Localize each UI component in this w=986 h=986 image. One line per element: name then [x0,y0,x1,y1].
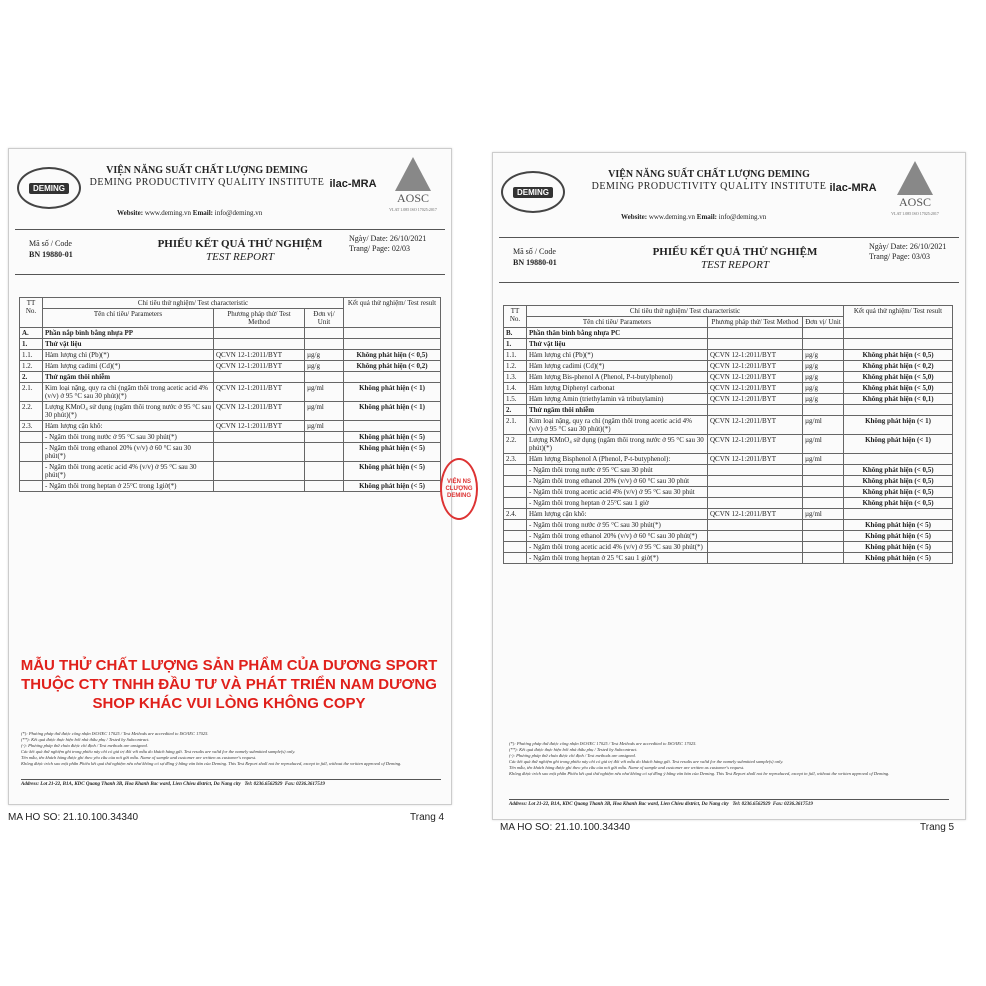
row-method [214,372,305,383]
row-unit: µg/ml [305,383,344,402]
note-line: Tên mẫu, tên khách hàng được ghi theo yêu cầu của nơi gửi mẫu. Name of sample and customer are written as customer's request. [509,765,745,770]
row-parameter: Lượng KMnO₄ sử dụng (ngâm thôi trong nước ở 95 °C sau 30 phút)(*) [527,435,708,454]
row-result: Không phát hiện (< 1) [844,435,953,454]
row-result [344,328,441,339]
row-result: Không phát hiện (< 5) [344,481,441,492]
row-no: 2.2. [504,435,527,454]
row-unit: µg/ml [803,435,844,454]
row-parameter: - Ngâm thôi trong heptan ở 25 °C sau 1 giờ(*) [527,553,708,564]
table-row [504,361,953,372]
row-unit [803,542,844,553]
watermark-text: MẪU THỬ CHẤT LƯỢNG SẢN PHẨM CỦA DƯƠNG SPORT THUỘC CTY TNHH ĐẦU TƯ VÀ PHÁT TRIỂN NAM DƯƠNG SHOP KHÁC VUI LÒNG KHÔNG COPY [20,657,438,712]
row-method: QCVN 12-1:2011/BYT [708,350,803,361]
row-result: Không phát hiện (< 5) [844,520,953,531]
row-result: Không phát hiện (< 5) [844,531,953,542]
report-code: Mã số / Code BN 19880-01 [513,247,557,267]
row-result: Không phát hiện (< 5) [344,443,441,462]
row-no: B. [504,328,527,339]
table-row [504,487,953,498]
table-row [504,509,953,520]
row-result [344,421,441,432]
row-method [708,328,803,339]
row-no: A. [20,328,43,339]
row-unit [305,339,344,350]
row-unit [803,553,844,564]
note-line: (*): Phương pháp thử được công nhận ISO/IEC 17025 / Test Methods are accredited to ISO/IEC 17025. [509,741,697,746]
row-unit [803,405,844,416]
row-method: QCVN 12-1:2011/BYT [708,509,803,520]
row-method: QCVN 12-1:2011/BYT [214,421,305,432]
row-no: 2.1. [20,383,43,402]
row-no: 2.2. [20,402,43,421]
report-title: PHIẾU KẾT QUẢ THỬ NGHIỆM TEST REPORT [157,238,323,263]
table-row [20,421,441,432]
note-line: (**): Kết quả được thực hiện bởi nhà thầu phụ / Tested by Subcontract. [21,737,150,742]
note-line: Tên mẫu, tên khách hàng được ghi theo yêu cầu của nơi gửi mẫu. Name of sample and customer are written as customer's request. [21,755,257,760]
row-method [708,487,803,498]
row-no: 2.4. [504,509,527,520]
row-result: Không phát hiện (< 0,1) [844,394,953,405]
row-result [844,509,953,520]
row-result: Không phát hiện (< 0,5) [844,350,953,361]
row-no [504,487,527,498]
row-parameter: Hàm lượng Bis-phenol A (Phenol, P-t-butylphenol) [527,372,708,383]
note-line: Không được trích sao một phần Phiếu kết quả thử nghiệm nếu như không có sự đồng ý bằng văn bản của Deming. This Test Report shall not be reproduced, except in full, without the written approval of Deming. [509,771,890,776]
row-unit: µg/g [305,350,344,361]
row-no: 1.1. [504,350,527,361]
table-row [504,394,953,405]
row-method [708,465,803,476]
row-unit: µg/ml [305,402,344,421]
row-no: 2.3. [504,454,527,465]
row-no [20,462,43,481]
aosc-logo: AOSC VLAT 1.085 ISO 17025:2017 [887,161,943,221]
table-row [504,476,953,487]
table-row [504,465,953,476]
row-result: Không phát hiện (< 0,5) [844,465,953,476]
row-result: Không phát hiện (< 5,0) [844,383,953,394]
row-unit: µg/g [803,383,844,394]
row-method [708,339,803,350]
footer-page-5: Trang 5 [920,822,955,833]
footer-page-4: Trang 4 [410,812,445,823]
row-method: QCVN 12-1:2011/BYT [214,361,305,372]
row-parameter: - Ngâm thôi trong ethanol 20% (v/v) ở 60 °C sau 30 phút(*) [527,531,708,542]
row-unit [305,443,344,462]
report-meta [499,237,959,283]
row-method [708,542,803,553]
row-result: Không phát hiện (< 1) [844,416,953,435]
deming-logo: DEMING [501,171,565,213]
footer-code-5: MA HO SO: 21.10.100.34340 [500,822,631,833]
row-unit [803,531,844,542]
report-notes [21,731,441,767]
row-parameter: Hàm lượng chì (Pb)(*) [43,350,214,361]
table-row [504,542,953,553]
row-method [708,498,803,509]
row-no [504,465,527,476]
table-row [504,416,953,435]
row-result: Không phát hiện (< 0,5) [844,498,953,509]
row-no [504,542,527,553]
row-method: QCVN 12-1:2011/BYT [708,435,803,454]
row-method: QCVN 12-1:2011/BYT [708,383,803,394]
report-date: Ngày/ Date: 26/10/2021 Trang/ Page: 03/03 [869,242,947,261]
table-row [20,361,441,372]
row-no [20,481,43,492]
table-row [20,372,441,383]
note-line: Không được trích sao một phần Phiếu kết quả thử nghiệm nếu như không có sự đồng ý bằng văn bản của Deming. This Test Report shall not be reproduced, except in full, without the written approval of Deming. [21,761,402,766]
row-parameter: Hàm lượng cadimi (Cd)(*) [43,361,214,372]
row-parameter: - Ngâm thôi trong nước ở 95 °C sau 30 phút [527,465,708,476]
row-parameter: - Ngâm thôi trong ethanol 20% (v/v) ở 60 °C sau 30 phút(*) [43,443,214,462]
row-parameter: Hàm lượng Amin (triethylamin và tributylamin) [527,394,708,405]
row-result [344,372,441,383]
row-method: QCVN 12-1:2011/BYT [214,383,305,402]
website-line: Website: www.deming.vn Email: info@deming.vn [621,213,767,221]
row-no: 2. [20,372,43,383]
row-parameter: - Ngâm thôi trong heptan ở 25°C trong 1giờ(*) [43,481,214,492]
note-line: Các kết quả thử nghiệm ghi trong phiếu này chỉ có giá trị đối với mẫu do khách hàng gửi. Test results are valid for the namely submitted sample(s) only. [21,749,296,754]
row-no [20,443,43,462]
table-row [20,328,441,339]
note-line: (*): Phương pháp thử được công nhận ISO/IEC 17025 / Test Methods are accredited to ISO/IEC 17025. [21,731,209,736]
row-unit: µg/ml [305,421,344,432]
row-parameter: - Ngâm thôi trong ethanol 20% (v/v) ở 60 °C sau 30 phút [527,476,708,487]
row-method: QCVN 12-1:2011/BYT [708,372,803,383]
row-no: 2.1. [504,416,527,435]
row-unit: µg/ml [803,509,844,520]
row-no: 2. [504,405,527,416]
row-unit [305,372,344,383]
row-parameter: - Ngâm thôi trong acetic acid 4% (v/v) ở 95 °C sau 30 phút(*) [43,462,214,481]
institute-stamp: VIỆN NS CLƯỢNG DEMING [440,458,478,520]
note-line: (**): Kết quả được thực hiện bởi nhà thầu phụ / Tested by Subcontract. [509,747,638,752]
row-parameter: - Ngâm thôi trong nước ở 95 °C sau 30 phút(*) [527,520,708,531]
report-page-5 [492,152,966,820]
row-unit [305,481,344,492]
row-unit: µg/ml [803,454,844,465]
note-line: (-): Phương pháp thử chưa được chỉ định / Test methods are unsigned. [509,753,636,758]
row-no: 1. [504,339,527,350]
row-method: QCVN 12-1:2011/BYT [214,350,305,361]
table-row [504,435,953,454]
row-result [844,405,953,416]
table-row [20,432,441,443]
report-notes [509,741,949,777]
row-method [214,328,305,339]
row-no [504,553,527,564]
row-method [214,432,305,443]
row-no: 1.4. [504,383,527,394]
table-row [504,531,953,542]
row-parameter: Lượng KMnO₄ sử dụng (ngâm thôi trong nước ở 95 °C sau 30 phút)(*) [43,402,214,421]
table-row [504,339,953,350]
report-code: Mã số / Code BN 19880-01 [29,239,73,259]
row-unit [803,476,844,487]
report-header [9,149,451,229]
row-unit: µg/g [803,361,844,372]
row-unit [803,465,844,476]
report-title: PHIẾU KẾT QUẢ THỬ NGHIỆM TEST REPORT [652,246,818,271]
row-no [20,432,43,443]
row-no: 1.1. [20,350,43,361]
row-unit: µg/g [803,394,844,405]
row-method [214,462,305,481]
row-result: Không phát hiện (< 5) [844,542,953,553]
row-parameter: Thử ngâm thôi nhiễm [43,372,214,383]
row-no: 1. [20,339,43,350]
table-row [20,339,441,350]
ilac-mra-logo: ilac-MRA [329,178,377,190]
row-result: Không phát hiện (< 0,5) [844,476,953,487]
row-parameter: Hàm lượng Diphenyl carbonat [527,383,708,394]
institute-name: VIỆN NĂNG SUẤT CHẤT LƯỢNG DEMING DEMING PRODUCTIVITY QUALITY INSTITUTE [89,165,325,188]
row-no: 1.2. [20,361,43,372]
row-parameter: Hàm lượng cadimi (Cd)(*) [527,361,708,372]
table-row [504,405,953,416]
table-row [20,350,441,361]
row-parameter: - Ngâm thôi trong acetic acid 4% (v/v) ở 95 °C sau 30 phút [527,487,708,498]
table-row [504,454,953,465]
row-no: 2.3. [20,421,43,432]
table-row [504,372,953,383]
row-parameter: Thử ngâm thôi nhiễm [527,405,708,416]
row-result: Không phát hiện (< 1) [344,402,441,421]
row-method: QCVN 12-1:2011/BYT [708,394,803,405]
row-result [844,454,953,465]
row-result [844,339,953,350]
table-row [20,383,441,402]
row-result: Không phát hiện (< 0,5) [844,487,953,498]
results-table: TT No. Chỉ tiêu thử nghiệm/ Test characteristic Kết quả thử nghiệm/ Test result Tên chỉ tiêu/ Parameters Phương pháp thử/ Test Method Đơn vị/ Unit B. Phần thân bình bằng nhựa PC 1. Thử vật liệu 1.1. Hàm lượng chì (Pb)(*) QCVN 12-1:2011/BYT µg/g Không phát hiện (< 0,5) 1.2. Hàm lượng cadimi (Cd)(*) QCVN 12-1:2011/BYT µg/g Không phát hiện (< 0,2) 1.3. Hàm lượng Bis-phenol A (Phenol, P-t-butylphenol) QCVN 12-1:2011/BYT µg/g Không phát hiện (< 5,0) 1.4. Hàm lượng Diphenyl carbonat QCVN 12-1:2011/BYT µg/g Không phát hiện (< 5,0) 1.5. Hàm lượng Amin (triethylamin và tributylamin) QCVN 12-1:2011/BYT µg/g Không phát hiện (< 0,1) 2. Thử ngâm thôi nhiễm 2.1. Kim loại nặng, quy ra chì (ngâm thôi trong acetic acid 4% (v/v) ở 95 °C sau 30 phút)(*) QCVN 12-1:2011/BYT µg/ml Không phát hiện (< 1) 2.2. Lượng KMnO₄ sử dụng (ngâm thôi trong nước ở 95 °C sau 30 phút)(*) QCVN 12-1:2011/BYT µg/ml Không phát hiện (< 1) 2.3. Hàm lượng Bisphenol A (Phenol, P-t-butyphenol): QCVN 12-1:2011/BYT µg/ml - Ngâm thôi trong nước ở 95 °C sau 30 phút Không phát hiện (< 0,5) - Ngâm thôi trong ethanol 20% (v/v) ở 60 °C sau 30 phút Không phát hiện (< 0,5) - Ngâm thôi trong acetic acid 4% (v/v) ở 95 °C sau 30 phút Không phát hiện (< 0,5) - Ngâm thôi trong heptan ở 25°C sau 1 giờ Không phát hiện (< 0,5) 2.4. Hàm lượng cặn khô: QCVN 12-1:2011/BYT µg/ml - Ngâm thôi trong nước ở 95 °C sau 30 phút(*) Không phát hiện (< 5) - Ngâm thôi trong ethanol 20% (v/v) ở 60 °C sau 30 phút(*) Không phát hiện (< 5) - Ngâm thôi trong acetic acid 4% (v/v) ở 95 °C sau 30 phút(*) Không phát hiện (< 5) - Ngâm thôi trong heptan ở 25 °C sau 1 giờ(*) Không phát hiện (< 5) [503,305,953,564]
row-unit [803,487,844,498]
row-no [504,531,527,542]
row-result [344,339,441,350]
table-row [20,481,441,492]
results-table: TT No. Chỉ tiêu thử nghiệm/ Test characteristic Kết quả thử nghiệm/ Test result Tên chỉ tiêu/ Parameters Phương pháp thử/ Test Method Đơn vị/ Unit A. Phần nắp bình bằng nhựa PP 1. Thử vật liệu 1.1. Hàm lượng chì (Pb)(*) QCVN 12-1:2011/BYT µg/g Không phát hiện (< 0,5) 1.2. Hàm lượng cadimi (Cd)(*) QCVN 12-1:2011/BYT µg/g Không phát hiện (< 0,2) 2. Thử ngâm thôi nhiễm 2.1. Kim loại nặng, quy ra chì (ngâm thôi trong acetic acid 4% (v/v) ở 95 °C sau 30 phút)(*) QCVN 12-1:2011/BYT µg/ml Không phát hiện (< 1) 2.2. Lượng KMnO₄ sử dụng (ngâm thôi trong nước ở 95 °C sau 30 phút)(*) QCVN 12-1:2011/BYT µg/ml Không phát hiện (< 1) 2.3. Hàm lượng cặn khô: QCVN 12-1:2011/BYT µg/ml - Ngâm thôi trong nước ở 95 °C sau 30 phút(*) Không phát hiện (< 5) - Ngâm thôi trong ethanol 20% (v/v) ở 60 °C sau 30 phút(*) Không phát hiện (< 5) - Ngâm thôi trong acetic acid 4% (v/v) ở 95 °C sau 30 phút(*) Không phát hiện (< 5) - Ngâm thôi trong heptan ở 25°C trong 1giờ(*) Không phát hiện (< 5) [19,297,441,492]
ilac-mra-logo: ilac-MRA [829,182,877,194]
row-result [844,328,953,339]
row-result: Không phát hiện (< 0,2) [344,361,441,372]
row-method [214,339,305,350]
note-line: Các kết quả thử nghiệm ghi trong phiếu này chỉ có giá trị đối với mẫu do khách hàng gửi. Test results are valid for the namely submitted sample(s) only. [509,759,784,764]
row-unit [803,328,844,339]
website-line: Website: www.deming.vn Email: info@deming.vn [117,209,263,217]
row-parameter: Hàm lượng Bisphenol A (Phenol, P-t-butyphenol): [527,454,708,465]
row-parameter: Phần thân bình bằng nhựa PC [527,328,708,339]
row-unit [305,432,344,443]
row-no [504,520,527,531]
row-parameter: Phần nắp bình bằng nhựa PP [43,328,214,339]
deming-logo: DEMING [17,167,81,209]
row-method [708,520,803,531]
row-method [214,481,305,492]
row-no: 1.2. [504,361,527,372]
row-parameter: Hàm lượng cặn khô: [43,421,214,432]
row-unit: µg/g [803,372,844,383]
institute-name: VIỆN NĂNG SUẤT CHẤT LƯỢNG DEMING DEMING PRODUCTIVITY QUALITY INSTITUTE [591,169,827,192]
row-result: Không phát hiện (< 0,5) [344,350,441,361]
row-result: Không phát hiện (< 5) [344,432,441,443]
row-result: Không phát hiện (< 1) [344,383,441,402]
row-method [708,553,803,564]
row-result: Không phát hiện (< 0,2) [844,361,953,372]
row-parameter: Thử vật liệu [43,339,214,350]
row-method [214,443,305,462]
row-unit [803,520,844,531]
row-method [708,405,803,416]
table-row [504,520,953,531]
row-result: Không phát hiện (< 5,0) [844,372,953,383]
report-address: Address: Lot 21-22, B1A, KDC Quang Thanh 3B, Hoa Khanh Bac ward, Lien Chieu district, Da Nang city Tel: 0236.6562929 Fax: 0236.3617519 [21,779,441,787]
row-parameter: Hàm lượng chì (Pb)(*) [527,350,708,361]
row-method: QCVN 12-1:2011/BYT [708,361,803,372]
row-parameter: - Ngâm thôi trong heptan ở 25°C sau 1 giờ [527,498,708,509]
report-date: Ngày/ Date: 26/10/2021 Trang/ Page: 02/03 [349,234,427,253]
row-method: QCVN 12-1:2011/BYT [708,454,803,465]
row-unit [305,462,344,481]
report-header [493,153,965,233]
row-no [504,498,527,509]
row-unit: µg/ml [803,416,844,435]
table-row [504,553,953,564]
row-result: Không phát hiện (< 5) [344,462,441,481]
report-address: Address: Lot 21-22, B1A, KDC Quang Thanh 3B, Hoa Khanh Bac ward, Lien Chieu district, Da Nang city Tel: 0236.6562929 Fax: 0236.3617519 [509,799,949,807]
row-parameter: - Ngâm thôi trong acetic acid 4% (v/v) ở 95 °C sau 30 phút(*) [527,542,708,553]
table-row [504,350,953,361]
row-parameter: Kim loại nặng, quy ra chì (ngâm thôi trong acetic acid 4% (v/v) ở 95 °C sau 30 phút)(*) [527,416,708,435]
footer-code-4: MA HO SO: 21.10.100.34340 [8,812,139,823]
row-result: Không phát hiện (< 5) [844,553,953,564]
row-no [504,476,527,487]
row-method: QCVN 12-1:2011/BYT [214,402,305,421]
row-parameter: Hàm lượng cặn khô: [527,509,708,520]
row-no: 1.3. [504,372,527,383]
table-row [504,498,953,509]
row-parameter: Kim loại nặng, quy ra chì (ngâm thôi trong acetic acid 4% (v/v) ở 95 °C sau 30 phút)(*) [43,383,214,402]
table-row [20,462,441,481]
row-method [708,476,803,487]
row-unit [803,498,844,509]
aosc-logo: AOSC VLAT 1.085 ISO 17025:2017 [385,157,441,217]
table-row [504,383,953,394]
row-unit [803,339,844,350]
row-unit: µg/g [305,361,344,372]
row-method [708,531,803,542]
row-parameter: Thử vật liệu [527,339,708,350]
table-row [20,443,441,462]
report-meta [15,229,445,275]
row-unit: µg/g [803,350,844,361]
row-method: QCVN 12-1:2011/BYT [708,416,803,435]
row-unit [305,328,344,339]
row-parameter: - Ngâm thôi trong nước ở 95 °C sau 30 phút(*) [43,432,214,443]
table-row [504,328,953,339]
row-no: 1.5. [504,394,527,405]
table-row [20,402,441,421]
note-line: (-): Phương pháp thử chưa được chỉ định / Test methods are unsigned. [21,743,148,748]
